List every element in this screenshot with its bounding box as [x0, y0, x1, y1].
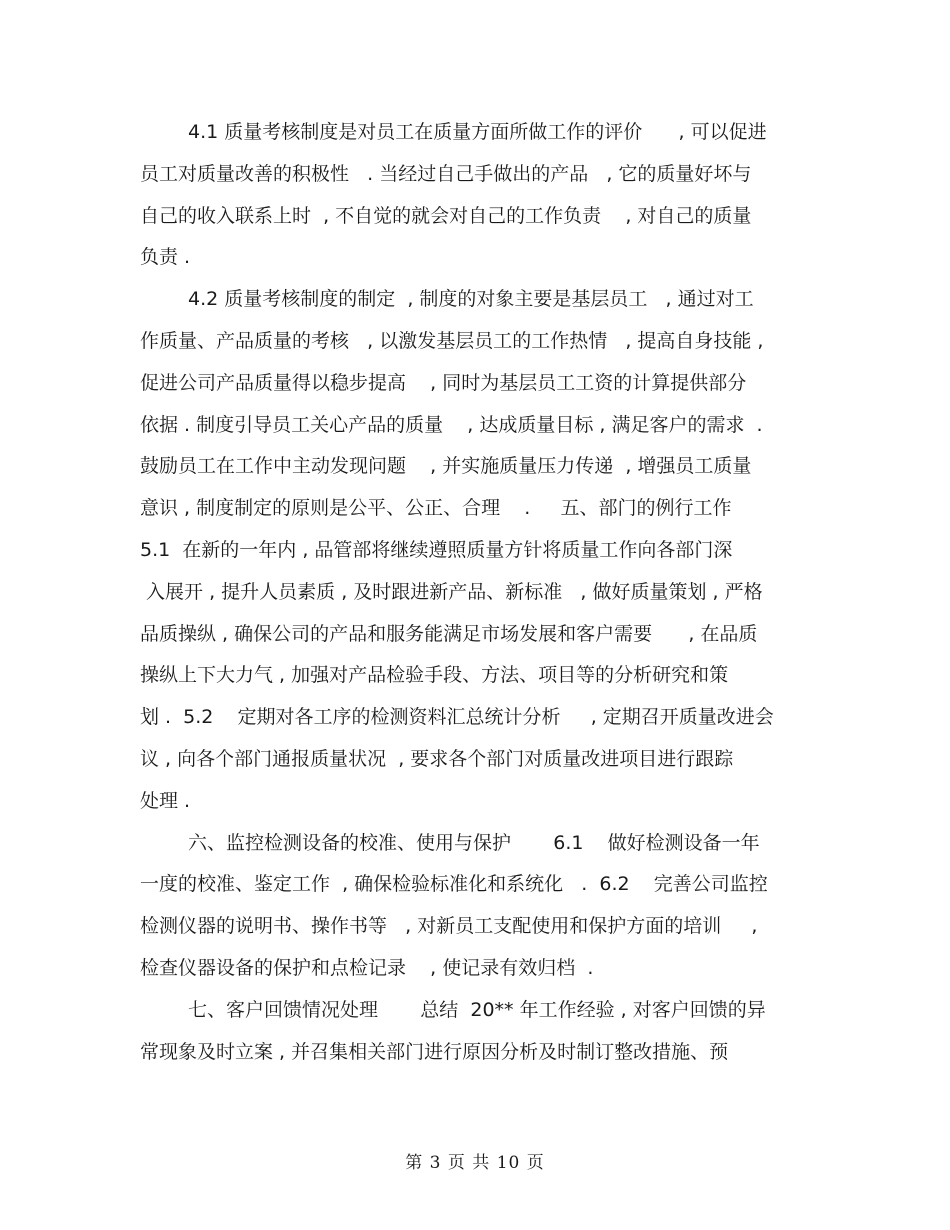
text-line: 议 , 向各个部门通报质量状况 , 要求各个部门对质量改进项目进行跟踪	[140, 747, 734, 770]
text-line: 作质量、产品质量的考核 , 以激发基层员工的工作热情 , 提高自身技能 ,	[140, 329, 764, 352]
text-line: 一度的校准、鉴定工作 , 确保检验标准化和系统化 . 6.2 完善公司监控	[140, 873, 768, 896]
text-line: 负责 .	[140, 246, 191, 269]
text-line: 常现象及时立案 , 并召集相关部门进行原因分析及时制订整改措施、预	[140, 1040, 729, 1063]
document-body	[140, 112, 812, 1073]
text-line: 检查仪器设备的保护和点检记录 , 使记录有效归档 .	[140, 956, 594, 979]
text-line: 促进公司产品质量得以稳步提高 , 同时为基层员工工资的计算提供部分	[140, 371, 747, 394]
text-line: 鼓励员工在工作中主动发现问题 , 并实施质量压力传递 , 增强员工质量	[140, 455, 752, 478]
text-line: 5.1 在新的一年内 , 品管部将继续遵照质量方针将质量工作向各部门深	[140, 538, 733, 561]
text-line: 品质操纵 , 确保公司的产品和服务能满足市场发展和客户需要 , 在品质	[140, 622, 758, 645]
text-line: 检测仪器的说明书、操作书等 , 对新员工支配使用和保护方面的培训 ,	[140, 915, 758, 938]
text-line: 划 . 5.2 定期对各工序的检测资料汇总统计分析 , 定期召开质量改进会	[140, 706, 774, 729]
text-line: 自己的收入联系上时 , 不自觉的就会对自己的工作负责 , 对自己的质量	[140, 204, 752, 227]
text-line: 意识 , 制度制定的原则是公平、公正、合理 . 五、部门的例行工作	[140, 497, 732, 520]
page-number-footer: 第 3 页 共 10 页	[405, 1153, 545, 1173]
text-line: 4.2 质量考核制度的制定 , 制度的对象主要是基层员工 , 通过对工	[188, 288, 754, 311]
text-line: 依据 . 制度引导员工关心产品的质量 , 达成质量目标 , 满足客户的需求 .	[140, 413, 763, 436]
text-line: 六、监控检测设备的校准、使用与保护 6.1 做好检测设备一年	[188, 831, 760, 854]
text-line: 七、客户回馈情况处理 总结 20** 年工作经验 , 对客户回馈的异	[188, 998, 766, 1021]
text-line: 处理 .	[140, 789, 191, 812]
text-line: 员工对质量改善的积极性 . 当经过自己手做出的产品 , 它的质量好坏与	[140, 162, 752, 185]
text-line: 操纵上下大力气 , 加强对产品检验手段、方法、项目等的分析研究和策	[140, 664, 729, 687]
text-line: 4.1 质量考核制度是对员工在质量方面所做工作的评价 , 可以促进	[188, 121, 767, 143]
text-line: 入展开 , 提升人员素质 , 及时跟进新产品、新标准 , 做好质量策划 , 严格	[140, 580, 763, 603]
